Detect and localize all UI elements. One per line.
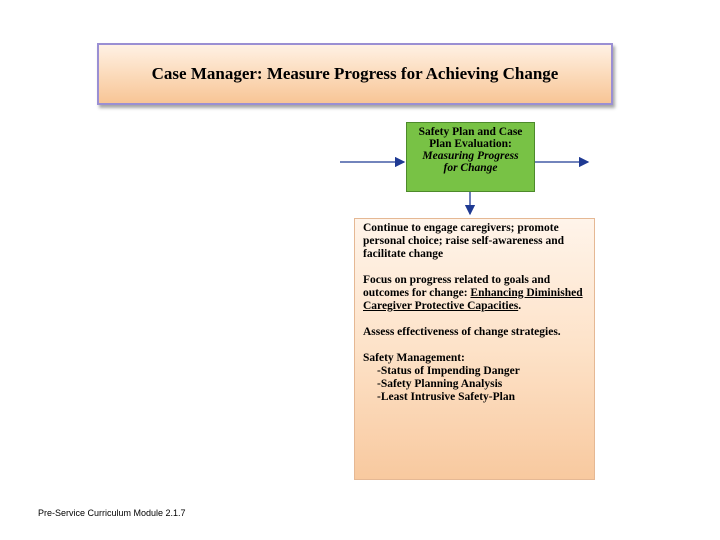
assess-paragraph: Assess effectiveness of change strategies. [363,326,561,338]
evaluation-line-4: for Change [443,162,498,174]
footer-text: Pre-Service Curriculum Module 2.1.7 [38,508,186,518]
focus-end-text: . [518,300,522,312]
progress-details-box [354,218,595,480]
safety-item: -Least Intrusive Safety-Plan [377,391,515,403]
safety-item: -Safety Planning Analysis [377,378,503,390]
focus-paragraph [363,274,586,313]
evaluation-line-1: Safety Plan and Case [418,126,523,138]
safety-heading: Safety Management: [363,352,465,364]
focus-emphasis-text: Enhancing Diminished Caregiver Protective Capacities [363,287,583,312]
evaluation-line-3: Measuring Progress [422,150,519,162]
focus-lead-text: Focus on progress related to goals and outcomes for change: [363,274,551,299]
safety-item: -Status of Impending Danger [377,365,520,377]
page-title: Case Manager: Measure Progress for Achieving Change [151,64,559,83]
evaluation-box [406,122,535,192]
evaluation-line-2: Plan Evaluation: [429,138,512,150]
engage-paragraph: Continue to engage caregivers; promote personal choice; raise self-awareness and facilitate change [363,222,565,260]
